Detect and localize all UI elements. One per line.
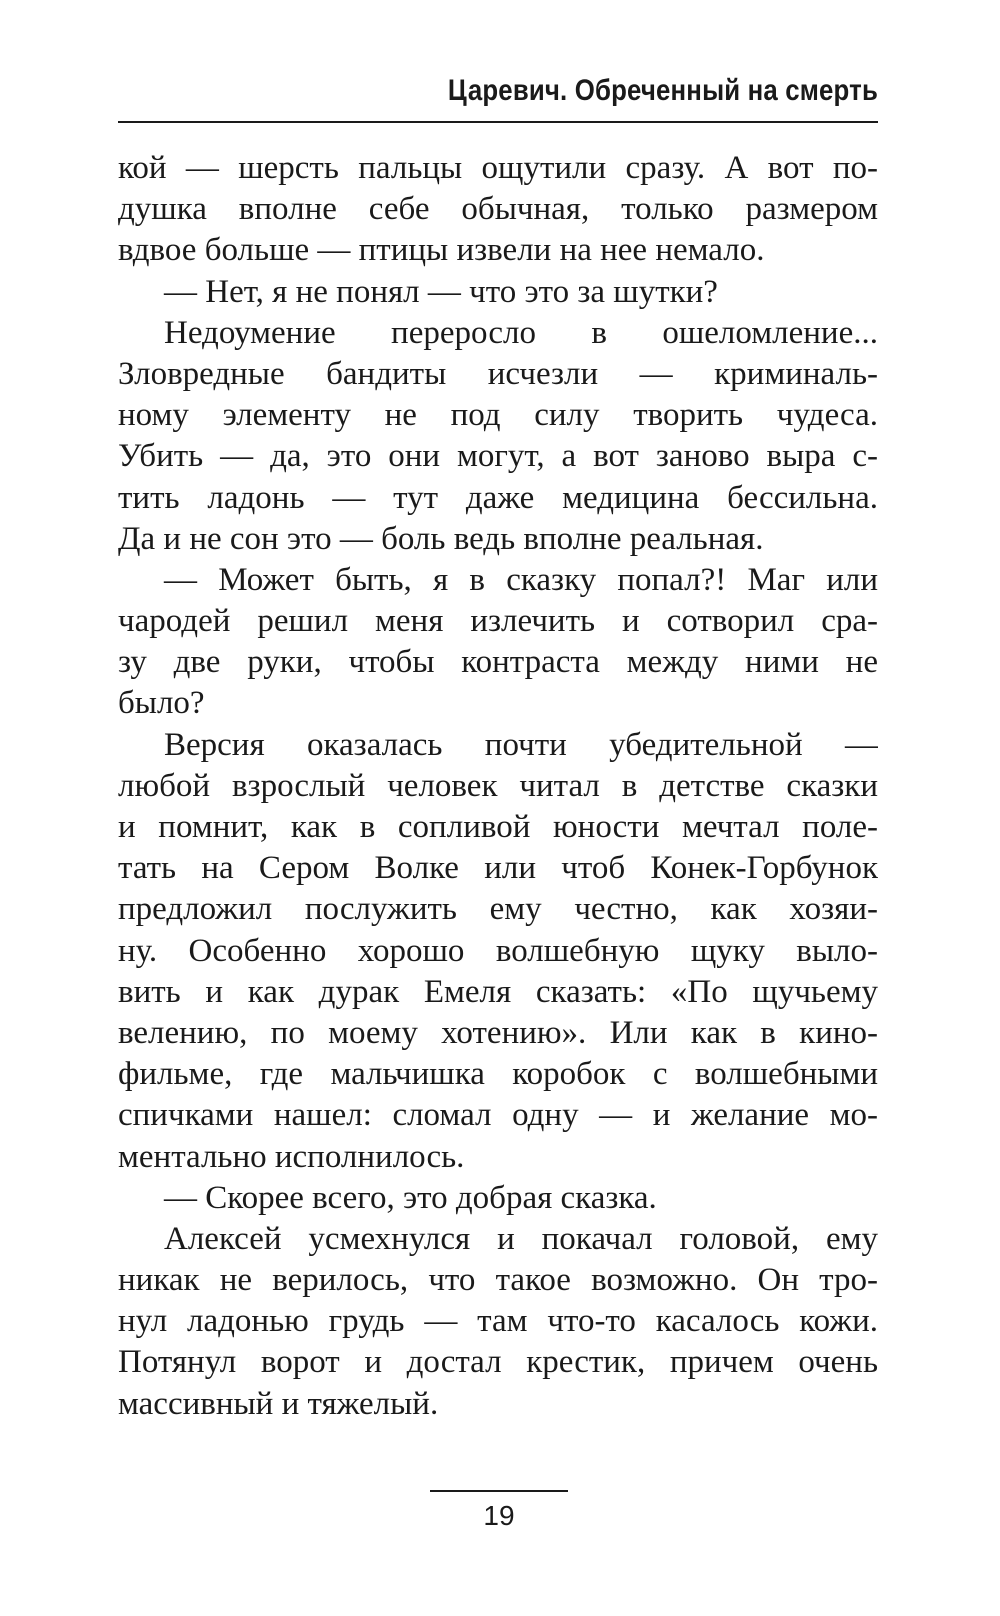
text-line: Зловредные бандиты исчезли — криминаль- bbox=[118, 355, 878, 392]
text-line: предложил послужить ему честно, как хозяи- bbox=[118, 891, 878, 928]
text-line: ному элементу не под силу творить чудеса. bbox=[118, 397, 878, 434]
text-line: душка вполне себе обычная, только размером bbox=[118, 191, 878, 228]
text-line: кой — шерсть пальцы ощутили сразу. А вот по- bbox=[118, 150, 878, 186]
text-line: никак не верилось, что такое возможно. Он тро- bbox=[118, 1262, 878, 1299]
text-line: — Скорее всего, это добрая сказка. bbox=[164, 1179, 657, 1216]
text-line: было? bbox=[118, 685, 205, 722]
text-line: Потянул ворот и достал крестик, причем очень bbox=[118, 1344, 878, 1381]
text-line: тать на Сером Волке или чтоб Конек-Горбунок bbox=[118, 850, 878, 887]
header-rule bbox=[118, 121, 878, 123]
text-line: нул ладонью грудь — там что-то касалось кожи. bbox=[118, 1303, 878, 1340]
text-line: чародей решил меня излечить и сотворил сра- bbox=[118, 603, 878, 640]
text-line: ментально исполнилось. bbox=[118, 1138, 465, 1175]
text-line: любой взрослый человек читал в детстве сказки bbox=[118, 767, 878, 804]
body-text bbox=[118, 148, 878, 1425]
text-line: спичками нашел: сломал одну — и желание мо- bbox=[118, 1097, 878, 1134]
page-number: 19 bbox=[483, 1500, 515, 1531]
text-line: велению, по моему хотению». Или как в кино- bbox=[118, 1014, 878, 1051]
text-line: Алексей усмехнулся и покачал головой, ему bbox=[164, 1220, 878, 1257]
footer-rule bbox=[430, 1490, 568, 1492]
running-head: Царевич. Обреченный на смерть bbox=[447, 74, 878, 107]
text-line: Версия оказалась почти убедительной — bbox=[164, 726, 878, 763]
text-line: вить и как дурак Емеля сказать: «По щучьему bbox=[118, 973, 878, 1010]
text-line: и помнит, как в сопливой юности мечтал поле- bbox=[118, 809, 878, 845]
text-line: Недоумение переросло в ошеломление... bbox=[164, 314, 878, 351]
text-line: Да и не сон это — боль ведь вполне реальная. bbox=[118, 520, 764, 557]
text-line: массивный и тяжелый. bbox=[118, 1385, 439, 1422]
text-line: тить ладонь — тут даже медицина бессильна. bbox=[118, 479, 878, 516]
text-line: зу две руки, чтобы контраста между ними не bbox=[118, 644, 878, 681]
text-line: фильме, где мальчишка коробок с волшебными bbox=[118, 1056, 878, 1093]
text-line: Убить — да, это они могут, а вот заново выра с- bbox=[118, 438, 878, 475]
text-line: вдвое больше — птицы извели на нее немало. bbox=[118, 232, 765, 269]
text-line: — Может быть, я в сказку попал?! Маг или bbox=[164, 561, 878, 598]
text-line: — Нет, я не понял — что это за шутки? bbox=[164, 273, 718, 310]
text-line: ну. Особенно хорошо волшебную щуку выло- bbox=[118, 932, 878, 969]
